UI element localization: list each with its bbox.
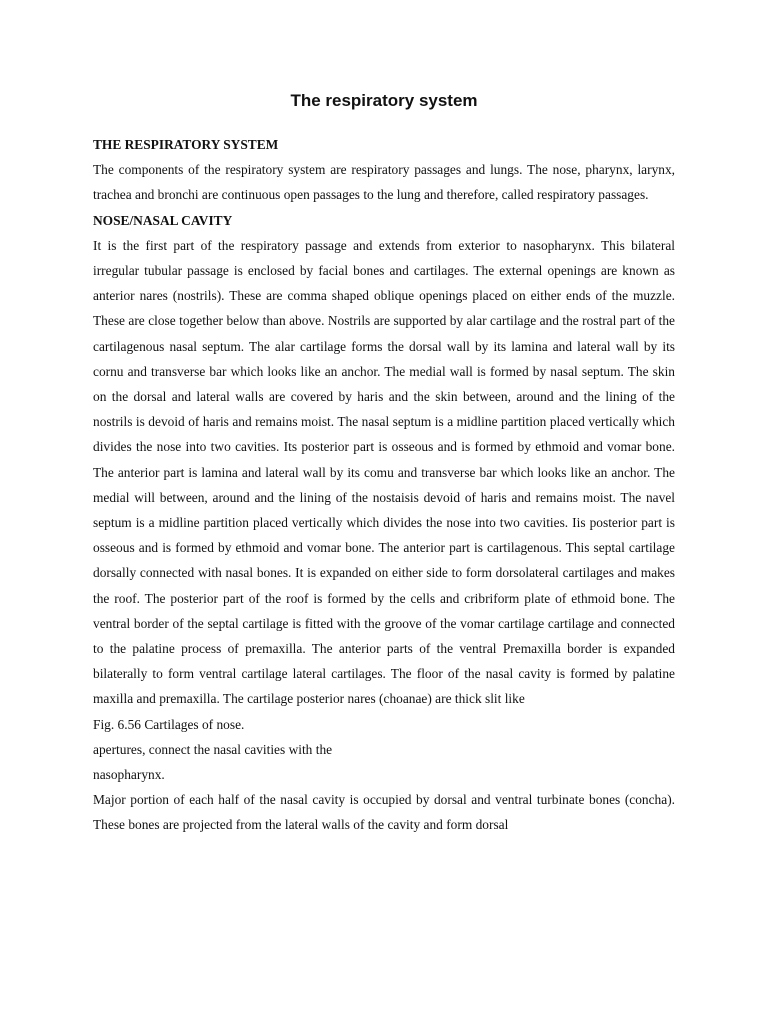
paragraph-respiratory-components: The components of the respiratory system are respiratory passages and lungs. The nose, pharynx, larynx, trachea and bronchi are continuous open passages to the lung and therefore, called respiratory passages. [93, 162, 675, 203]
figure-caption: Fig. 6.56 Cartilages of nose. [93, 716, 245, 732]
text-line: apertures, connect the nasal cavities with the [93, 741, 333, 757]
text-line: nasopharynx. [93, 767, 165, 783]
section-heading-nasal-cavity: NOSE/NASAL CAVITY [93, 212, 233, 228]
section-heading-respiratory-system: THE RESPIRATORY SYSTEM [93, 137, 279, 152]
document-title: The respiratory system [290, 91, 478, 110]
paragraph-nasal-cavity: It is the first part of the respiratory passage and extends from exterior to nasopharynx. This bilateral irregular tubular passage is enclosed by facial bones and cartilages. The external openings are known as anterior nares (nostrils). These are comma shaped oblique openings placed on either ends of the muzzle. These are close together below than above. Nostrils are supported by alar cartilage and the rostral part of the cartilagenous nasal septum. The alar cartilage forms the dorsal wall by its lamina and lateral wall by its cornu and transverse bar which looks like an anchor. The medial wall is formed by nasal septum. The skin on the dorsal and lateral walls are covered by haris and the skin between, around and the lining of the nostrils is devoid of haris and remains moist. The nasal septum is a midline partition placed vertically which divides the nose into two cavities. Its posterior part is osseous and is formed by ethmoid and vomar bone. The anterior part is lamina and lateral wall by its comu and transverse bar which looks like an anchor. The medial will between, around and the lining of the nostaisis devoid of haris and remains moist. The navel septum is a midline partition placed vertically which divides the nose into two cavities. Iis posterior part is osseous and is formed by ethmoid and vomar bone. The anterior part is cartilagenous. This septal cartilage dorsally connected with nasal bones. It is expanded on either side to form dorsolateral cartilages and makes the roof. The posterior part of the roof is formed by the cells and cribriform plate of ethmoid bone. The ventral border of the septal cartilage is fitted with the groove of the vomar cartilage cartilage and connected to the palatine process of premaxilla. The anterior parts of the ventral Premaxilla border is expanded bilaterally to form ventral cartilage lateral cartilages. The floor of the nasal cavity is formed by palatine maxilla and premaxilla. The cartilage posterior nares (choanae) are thick slit like [93, 237, 675, 707]
paragraph-turbinate-bones: Major portion of each half of the nasal cavity is occupied by dorsal and ventral turbinate bones (concha). These bones are projected from the lateral walls of the cavity and form dorsal [93, 792, 675, 833]
document-body [93, 132, 675, 838]
